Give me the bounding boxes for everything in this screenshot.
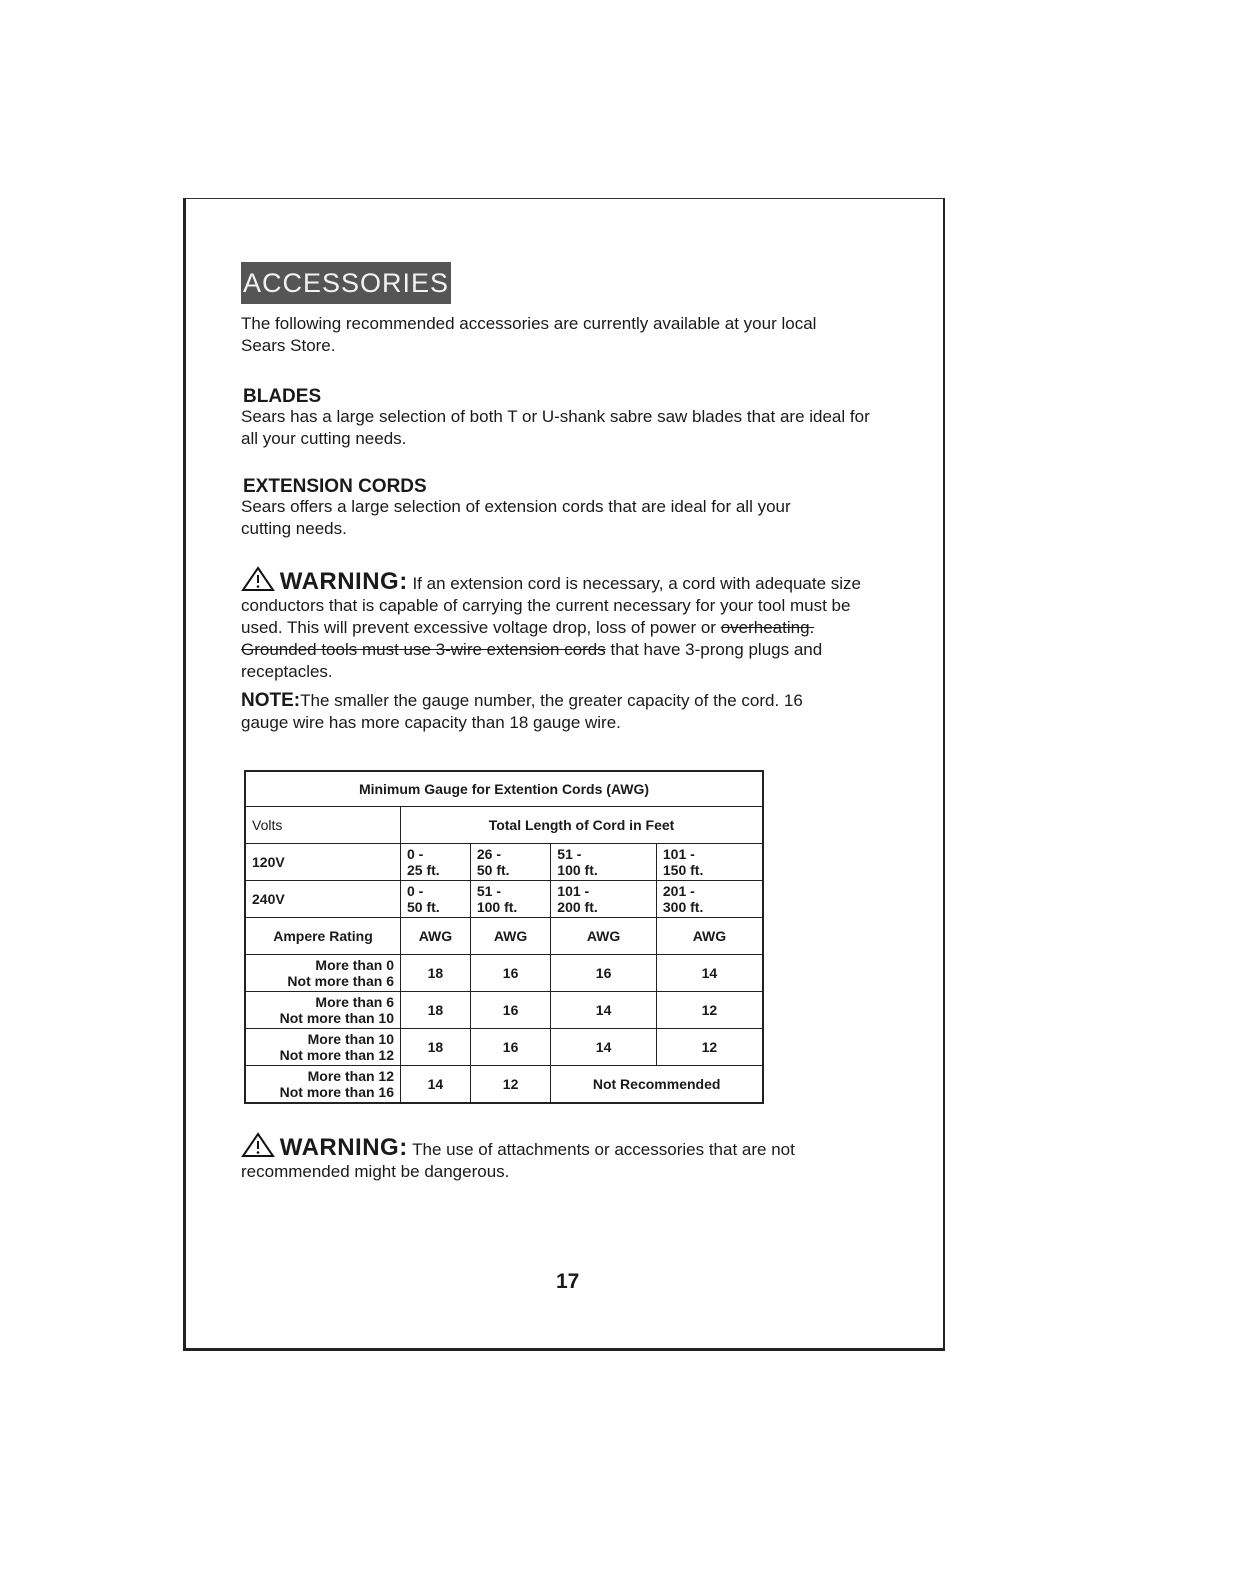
extension-cords-heading: EXTENSION CORDS <box>243 476 427 497</box>
table-row <box>245 1066 763 1104</box>
table-row-240v <box>245 881 763 918</box>
gauge-cell: 16 <box>470 1029 550 1066</box>
section-title: ACCESSORIES <box>241 262 451 304</box>
not-recommended-cell: Not Recommended <box>551 1066 763 1104</box>
awg-header: AWG <box>656 918 763 955</box>
gauge-cell: 12 <box>656 992 763 1029</box>
gauge-cell: 16 <box>470 992 550 1029</box>
page-number: 17 <box>556 1270 580 1293</box>
gauge-cell: 18 <box>401 992 471 1029</box>
gauge-cell: 14 <box>551 1029 657 1066</box>
blades-heading: BLADES <box>243 386 322 407</box>
amp-range: More than 10 Not more than 12 <box>245 1029 401 1066</box>
ampere-rating-header: Ampere Rating <box>245 918 401 955</box>
note-label: NOTE: <box>241 690 301 711</box>
warning-1-text-b: that have 3-prong plugs and receptacles. <box>241 640 823 681</box>
warning-1-title: WARNING: <box>279 568 408 595</box>
range-cell: 101 - 200 ft. <box>551 881 657 918</box>
range-cell: 201 - 300 ft. <box>656 881 763 918</box>
extension-cords-text: Sears offers a large selection of extension cords that are ideal for all your cutting needs. <box>241 497 791 538</box>
awg-header: AWG <box>551 918 657 955</box>
table-title: Minimum Gauge for Extention Cords (AWG) <box>245 771 763 807</box>
volts-header: Volts <box>245 807 401 844</box>
gauge-cell: 16 <box>551 955 657 992</box>
gauge-cell: 14 <box>401 1066 471 1104</box>
range-cell: 26 - 50 ft. <box>470 844 550 881</box>
range-cell: 51 - 100 ft. <box>470 881 550 918</box>
range-cell: 0 - 25 ft. <box>401 844 471 881</box>
warning-triangle-icon <box>241 1132 275 1158</box>
awg-header: AWG <box>470 918 550 955</box>
table-row-120v <box>245 844 763 881</box>
warning-2-title: WARNING: <box>279 1134 408 1161</box>
row-label-120v: 120V <box>245 844 401 881</box>
table-row <box>245 955 763 992</box>
table-row <box>245 1029 763 1066</box>
amp-range: More than 0 Not more than 6 <box>245 955 401 992</box>
table-amp-header-row <box>245 918 763 955</box>
warning-1-text-strike: overheating. Grounded tools must use 3-wire extension cords <box>241 618 815 659</box>
table-header-row <box>245 807 763 844</box>
warning-1 <box>241 566 889 683</box>
intro-text: The following recommended accessories are currently available at your local Sears Store. <box>241 314 817 355</box>
range-cell: 51 - 100 ft. <box>551 844 657 881</box>
length-header: Total Length of Cord in Feet <box>401 807 764 844</box>
gauge-table <box>244 770 764 1104</box>
gauge-cell: 12 <box>656 1029 763 1066</box>
awg-header: AWG <box>401 918 471 955</box>
warning-2 <box>241 1132 861 1183</box>
gauge-cell: 14 <box>551 992 657 1029</box>
row-label-240v: 240V <box>245 881 401 918</box>
range-cell: 101 - 150 ft. <box>656 844 763 881</box>
table-title-row <box>245 771 763 807</box>
note <box>241 690 851 734</box>
gauge-cell: 18 <box>401 955 471 992</box>
warning-2-text: The use of attachments or accessories that are not recommended might be dangerous. <box>241 1140 795 1181</box>
gauge-cell: 12 <box>470 1066 550 1104</box>
amp-range: More than 6 Not more than 10 <box>245 992 401 1029</box>
amp-range: More than 12 Not more than 16 <box>245 1066 401 1104</box>
gauge-cell: 14 <box>656 955 763 992</box>
table-row <box>245 992 763 1029</box>
warning-triangle-icon <box>241 566 275 592</box>
blades-text: Sears has a large selection of both T or U-shank sabre saw blades that are ideal for all your cutting needs. <box>241 407 870 448</box>
range-cell: 0 - 50 ft. <box>401 881 471 918</box>
warning-1-text-a: If an extension cord is necessary, a cord with adequate size conductors that is capable of carrying the current necessary for your tool must be used. This will prevent excessive voltage drop, loss of power or <box>241 574 861 637</box>
gauge-cell: 18 <box>401 1029 471 1066</box>
gauge-cell: 16 <box>470 955 550 992</box>
note-text: The smaller the gauge number, the greater capacity of the cord. 16 gauge wire has more capacity than 18 gauge wire. <box>241 691 803 732</box>
